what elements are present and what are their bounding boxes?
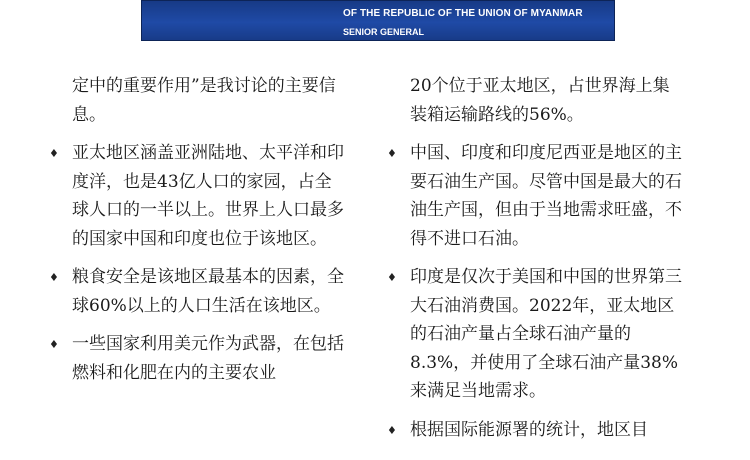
- bullet-item: [386, 263, 686, 406]
- header-banner: [141, 0, 615, 41]
- bullet-text: 根据国际能源署的统计，地区目: [410, 419, 648, 440]
- diamond-bullet-icon: ♦: [49, 147, 59, 160]
- bullet-text: 亚太地区涵盖亚洲陆地、太平洋和印度洋，也是43亿人口的家园，占全球人口的一半以上。世界上人口最多的国家中国和印度也位于该地区。: [72, 143, 344, 249]
- diamond-bullet-icon: ♦: [387, 423, 397, 437]
- bullet-item: [386, 139, 686, 253]
- banner-title-line: OF THE REPUBLIC OF THE UNION OF MYANMAR: [343, 8, 583, 19]
- bullet-text: 印度是仅次于美国和中国的世界第三大石油消费国。2022年，亚太地区的石油产量占全球石油产量的8.3%，并使用了全球石油产量38%来满足当地需求。: [410, 267, 682, 401]
- diamond-bullet-icon: ♦: [49, 271, 59, 284]
- bullet-item: [386, 416, 686, 445]
- diamond-bullet-icon: ♦: [49, 338, 59, 351]
- bullet-text: 中国、印度和印度尼西亚是地区的主要石油生产国。尽管中国是最大的石油生产国，但由于当地需求旺盛，不得不进口石油。: [410, 143, 682, 249]
- right-column: [386, 72, 686, 444]
- banner-subtitle-line: SENIOR GENERAL: [343, 27, 425, 37]
- diamond-bullet-icon: ♦: [387, 147, 397, 160]
- right-intro-paragraph: 20个位于亚太地区，占世界海上集装箱运输路线的56%。: [410, 76, 670, 125]
- bullet-item: [48, 139, 348, 253]
- left-intro-paragraph: 定中的重要作用”是我讨论的主要信息。: [72, 76, 336, 125]
- left-column: [48, 72, 348, 387]
- diamond-bullet-icon: ♦: [387, 271, 397, 284]
- bullet-text: 粮食安全是该地区最基本的因素，全球60%以上的人口生活在该地区。: [72, 267, 344, 316]
- bullet-item: [48, 263, 348, 320]
- bullet-item: [48, 330, 348, 387]
- bullet-text: 一些国家利用美元作为武器，在包括燃料和化肥在内的主要农业: [72, 334, 344, 383]
